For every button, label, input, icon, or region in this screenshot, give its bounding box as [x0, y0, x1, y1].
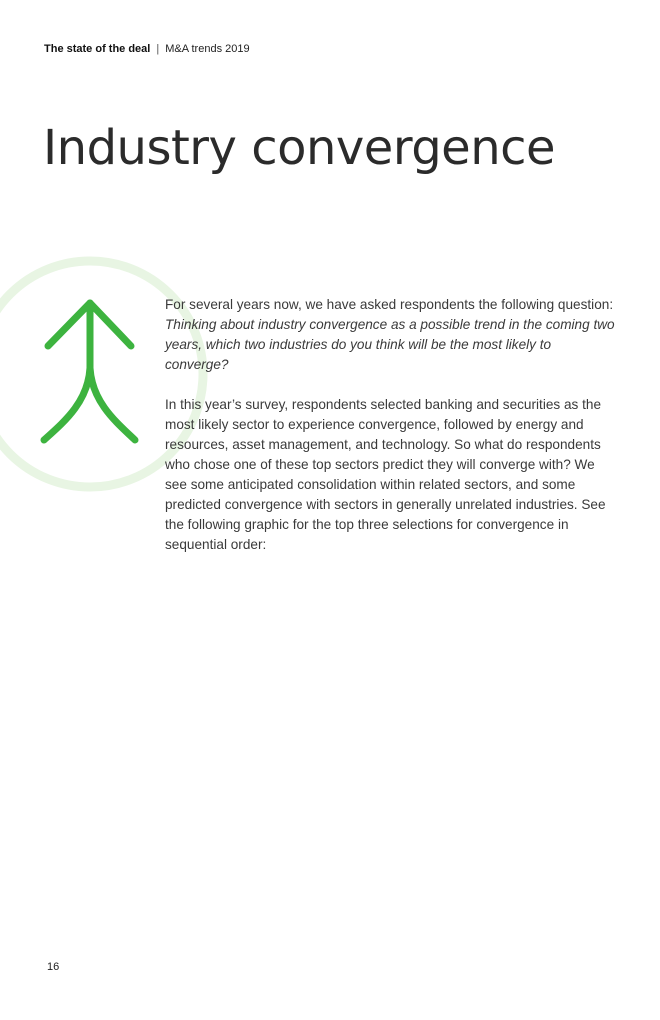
- paragraph-1: [165, 295, 615, 375]
- publication-name: The state of the deal: [44, 43, 151, 55]
- publication-subtitle: M&A trends 2019: [165, 43, 250, 55]
- paragraph-2: In this year’s survey, respondents selected banking and securities as the most likely sector to experience convergence, followed by energy and resources, asset management, and technology. So what do respondents who chose one of these top sectors predict they will converge with? We see some anticipated consolidation within related sectors, and some predicted convergence with sectors in generally unrelated industries. See the following graphic for the top three selections for convergence in sequential order:: [165, 397, 606, 552]
- arrow-shape: [44, 303, 135, 440]
- page-number: 16: [47, 961, 60, 973]
- body-text: [165, 295, 615, 575]
- page-title: Industry convergence: [43, 120, 556, 176]
- paragraph-1-intro: For several years now, we have asked respondents the following question:: [165, 297, 614, 312]
- header-separator: |: [156, 43, 160, 55]
- running-header: [44, 43, 250, 55]
- survey-question: Thinking about industry convergence as a possible trend in the coming two years, which two industries do you think will be the most likely to converge?: [165, 317, 615, 372]
